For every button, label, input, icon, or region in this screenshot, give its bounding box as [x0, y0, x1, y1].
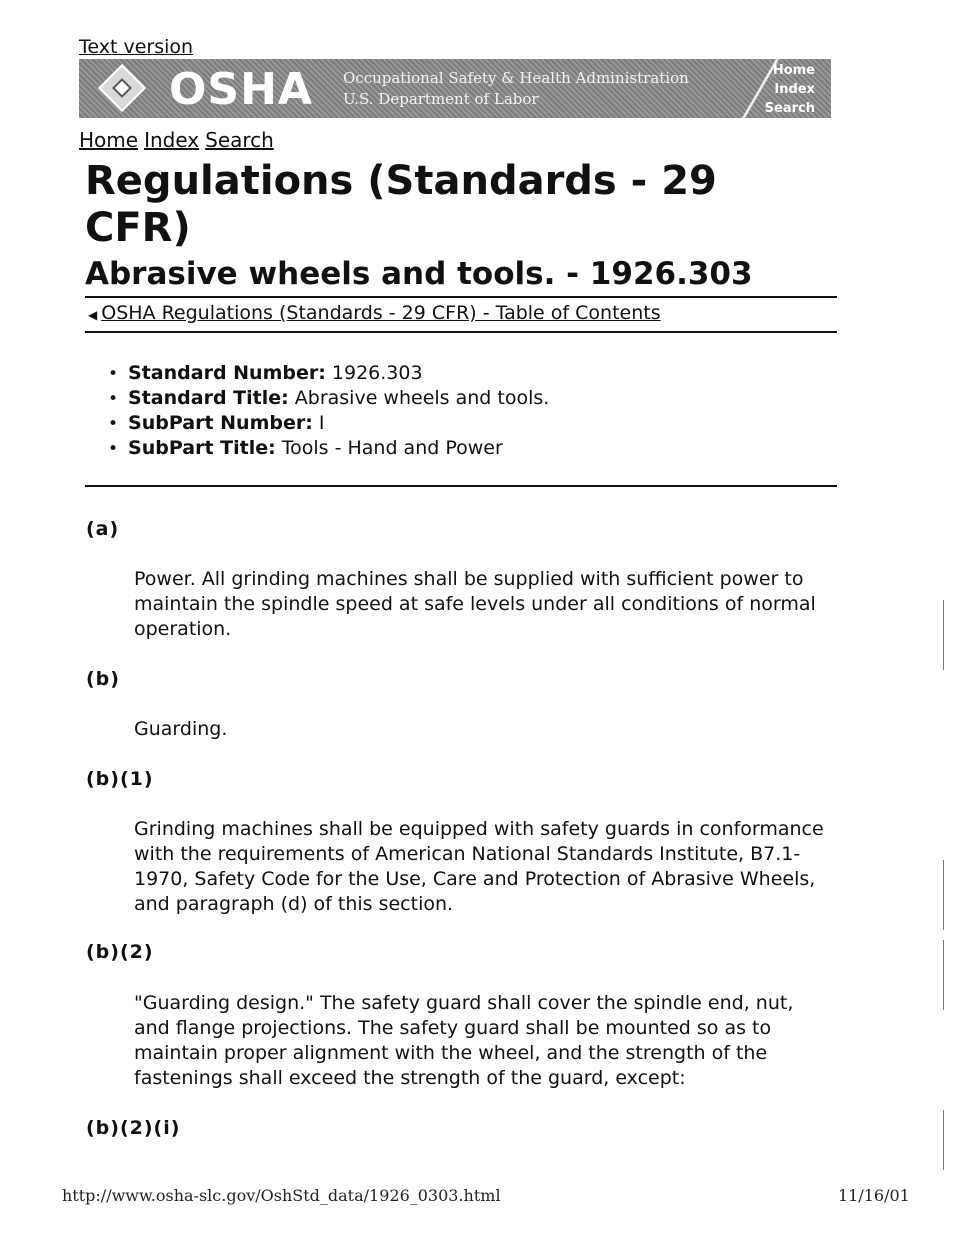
- meta-item: [108, 361, 549, 386]
- nav-home-link[interactable]: Home: [79, 128, 139, 152]
- footer-date: 11/16/01: [838, 1186, 910, 1205]
- meta-item: [108, 386, 549, 411]
- standard-metadata: [108, 361, 549, 461]
- meta-value: Tools - Hand and Power: [281, 437, 503, 459]
- osha-logo-text[interactable]: OSHA: [169, 64, 313, 115]
- toc-link-row: [88, 302, 661, 324]
- footer-url: http://www.osha-slc.gov/OshStd_data/1926_0303.html: [62, 1186, 501, 1205]
- paragraph-text: Guarding.: [134, 718, 228, 740]
- paragraph-label: (a): [86, 518, 120, 540]
- divider: [85, 296, 837, 298]
- divider: [85, 485, 837, 487]
- back-arrow-icon[interactable]: ◀: [88, 308, 98, 322]
- paragraph-label: (b)(2)(i): [86, 1117, 181, 1139]
- meta-label: SubPart Title:: [128, 437, 276, 459]
- paragraph-label: (b)(2): [86, 941, 154, 963]
- agency-line-1: Occupational Safety & Health Administration: [343, 69, 689, 87]
- paragraph-text: "Guarding design." The safety guard shall cover the spindle end, nut, and flange projections. The safety guard shall be mounted so as to maintain proper alignment with the wheel, and the strength of the fastenings shall exceed the strength of the guard, except:: [134, 992, 794, 1089]
- scan-edge-mark: [943, 600, 944, 670]
- top-nav: [79, 128, 280, 152]
- paragraph-label: (b): [86, 668, 120, 690]
- nav-index-link[interactable]: Index: [144, 128, 200, 152]
- section-title: Abrasive wheels and tools. - 1926.303: [85, 256, 753, 292]
- scan-edge-mark: [943, 860, 944, 930]
- banner-home-link[interactable]: Home: [772, 63, 815, 78]
- paragraph-text: Power. All grinding machines shall be supplied with sufficient power to maintain the spindle speed at safe levels under all conditions of normal operation.: [134, 568, 816, 640]
- meta-item: [108, 411, 549, 436]
- meta-label: Standard Number:: [128, 362, 326, 384]
- meta-value: 1926.303: [331, 362, 423, 384]
- banner-nav: [765, 61, 815, 118]
- toc-link[interactable]: OSHA Regulations (Standards - 29 CFR) - Table of Contents: [101, 302, 661, 324]
- meta-value: I: [318, 412, 325, 434]
- osha-banner: [79, 59, 831, 118]
- banner-index-link[interactable]: Index: [774, 82, 815, 97]
- text-version-link[interactable]: Text version: [79, 36, 194, 58]
- osha-logo-icon[interactable]: [98, 64, 146, 112]
- banner-search-link[interactable]: Search: [764, 101, 815, 116]
- divider: [85, 331, 837, 333]
- nav-search-link[interactable]: Search: [205, 128, 274, 152]
- meta-item: [108, 436, 549, 461]
- paragraph-label: (b)(1): [86, 768, 154, 790]
- agency-name: [343, 68, 689, 110]
- page-title: Regulations (Standards - 29 CFR): [85, 158, 717, 251]
- meta-label: SubPart Number:: [128, 412, 313, 434]
- paragraph-text: Grinding machines shall be equipped with safety guards in conformance with the requirements of American National Standards Institute, B7.1-1970, Safety Code for the Use, Care and Protection of Abrasive Wheels, and paragraph (d) of this section.: [134, 818, 824, 915]
- meta-label: Standard Title:: [128, 387, 289, 409]
- agency-line-2: U.S. Department of Labor: [343, 90, 539, 108]
- scan-edge-mark: [943, 940, 944, 1010]
- scan-edge-mark: [943, 1110, 944, 1170]
- meta-value: Abrasive wheels and tools.: [294, 387, 550, 409]
